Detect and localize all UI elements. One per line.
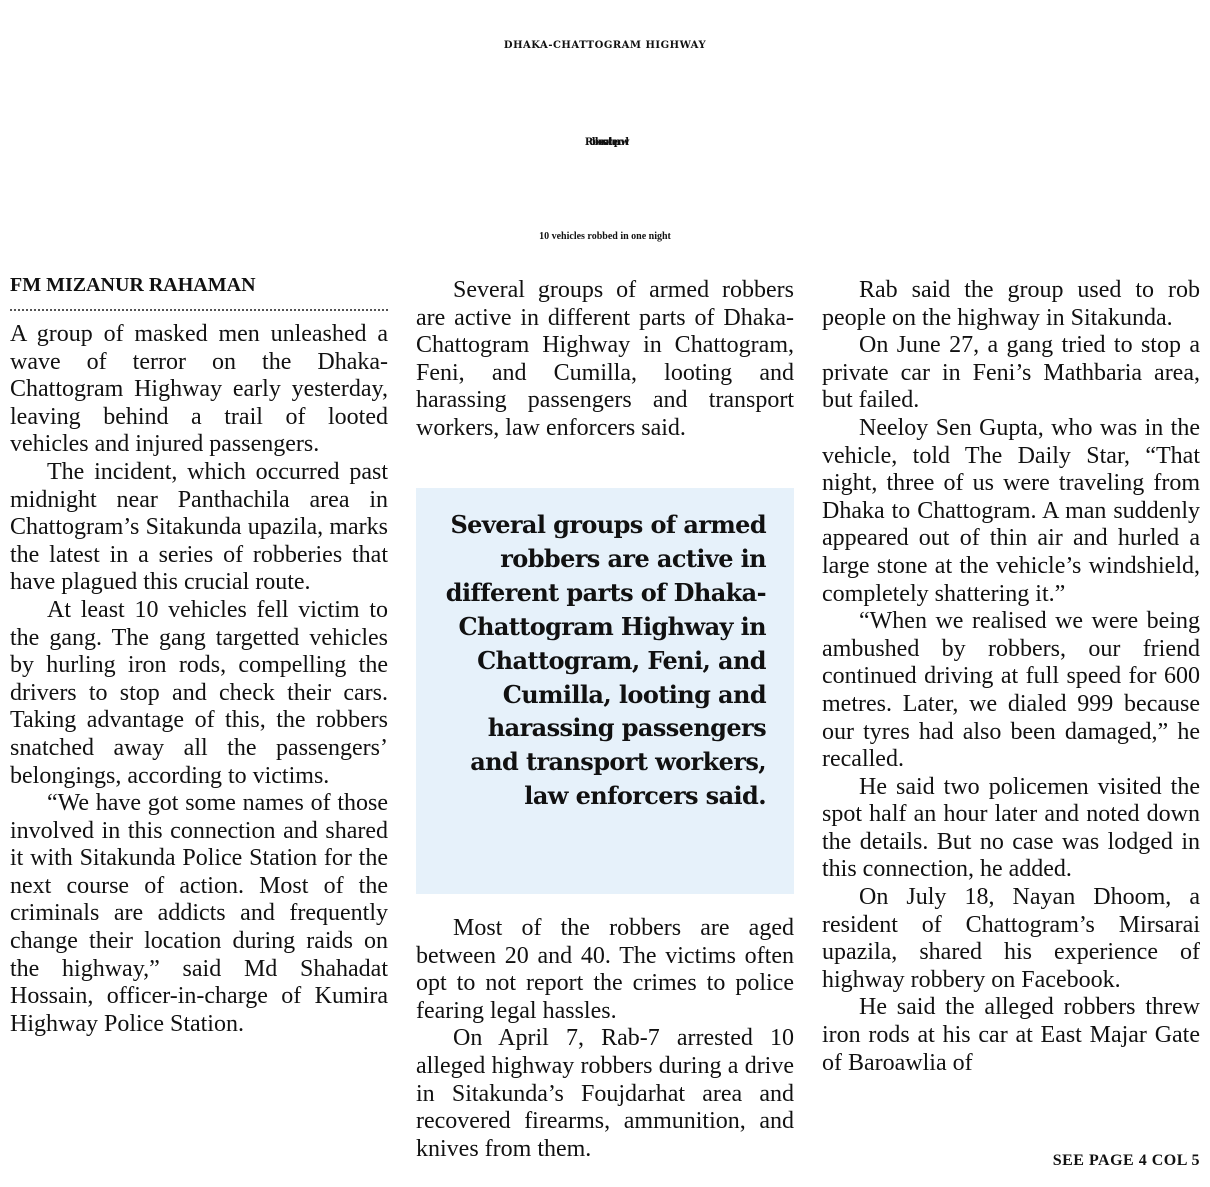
paragraph: The incident, which occurred past midnight near Panthachila area in Chattogram’s Sitakunda upazila, marks the latest in a series of robberies that have plagued this crucial route.: [10, 458, 388, 596]
subheadline: 10 vehicles robbed in one night: [539, 231, 671, 242]
pull-quote-text: Several groups of armed robbers are active in different parts of Dhaka-Chattogram Highway in Chattogram, Feni, and Cumilla, looting and harassing passengers and transport workers, law enforcers said.: [445, 510, 766, 811]
paragraph: “When we realised we were being ambushed by robbers, our friend continued driving at full speed for 600 metres. Later, we dialed 999 because our tyres had also been damaged,” he recalled.: [822, 608, 1200, 773]
paragraph: On July 18, Nayan Dhoom, a resident of Chattogram’s Mirsarai upazila, shared his experience of highway robbery on Facebook.: [822, 884, 1200, 993]
kicker: DHAKA-CHATTOGRAM HIGHWAY: [503, 40, 707, 51]
paragraph: “We have got some names of those involved in this connection and shared it with Sitakunda Police Station for the next course of action. Most of the criminals are addicts and frequently change their location during raids on the highway,” said Md Shahadat Hossain, officer-in-charge of Kumira Highway Police Station.: [10, 790, 388, 1037]
pull-quote-box: [416, 488, 794, 894]
article-column-1: [10, 321, 388, 1038]
paragraph: Neeloy Sen Gupta, who was in the vehicle, told The Daily Star, “That night, three of us were traveling from Dhaka to Chattogram. A man suddenly appeared out of thin air and hurled a large stone at the vehicle’s windshield, completely shattering it.”: [822, 414, 1200, 607]
paragraph: Rab said the group used to rob people on the highway in Sitakunda.: [822, 277, 1200, 331]
article-column-2-top: [416, 277, 794, 443]
paragraph: He said two policemen visited the spot half an hour later and noted down the details. But no case was lodged in this connection, he added.: [822, 773, 1200, 883]
paragraph: Most of the robbers are aged between 20 and 40. The victims often opt to not report the crimes to police fearing legal hassles.: [416, 915, 794, 1024]
paragraph: Several groups of armed robbers are active in different parts of Dhaka-Chattogram Highway in Chattogram, Feni, and Cumilla, looting and harassing passengers and transport workers, law enforcers said.: [416, 277, 794, 441]
article-column-2-bottom: [416, 915, 794, 1163]
byline: FM MIZANUR RAHAMAN: [10, 274, 256, 296]
paragraph: At least 10 vehicles fell victim to the gang. The gang targetted vehicles by hurling iron rods, compelling the drivers to stop and check their cars. Taking advantage of this, the robbers snatched away all the passengers’ belongings, according to victims.: [10, 596, 388, 789]
headline: Robbers on the prowl: [584, 137, 626, 148]
paragraph: On June 27, a gang tried to stop a private car in Feni’s Mathbaria area, but failed.: [822, 332, 1200, 414]
article-column-3: [822, 277, 1200, 1077]
continuation-jump-line: SEE PAGE 4 COL 5: [1052, 1152, 1200, 1169]
byline-divider: [10, 309, 388, 311]
paragraph: He said the alleged robbers threw iron rods at his car at East Majar Gate of Baroawlia of: [822, 994, 1200, 1076]
paragraph: On April 7, Rab-7 arrested 10 alleged highway robbers during a drive in Sitakunda’s Foujdarhat area and recovered firearms, ammunition, and knives from them.: [416, 1025, 794, 1162]
paragraph: A group of masked men unleashed a wave of terror on the Dhaka-Chattogram Highway early yesterday, leaving behind a trail of looted vehicles and injured passengers.: [10, 321, 388, 458]
